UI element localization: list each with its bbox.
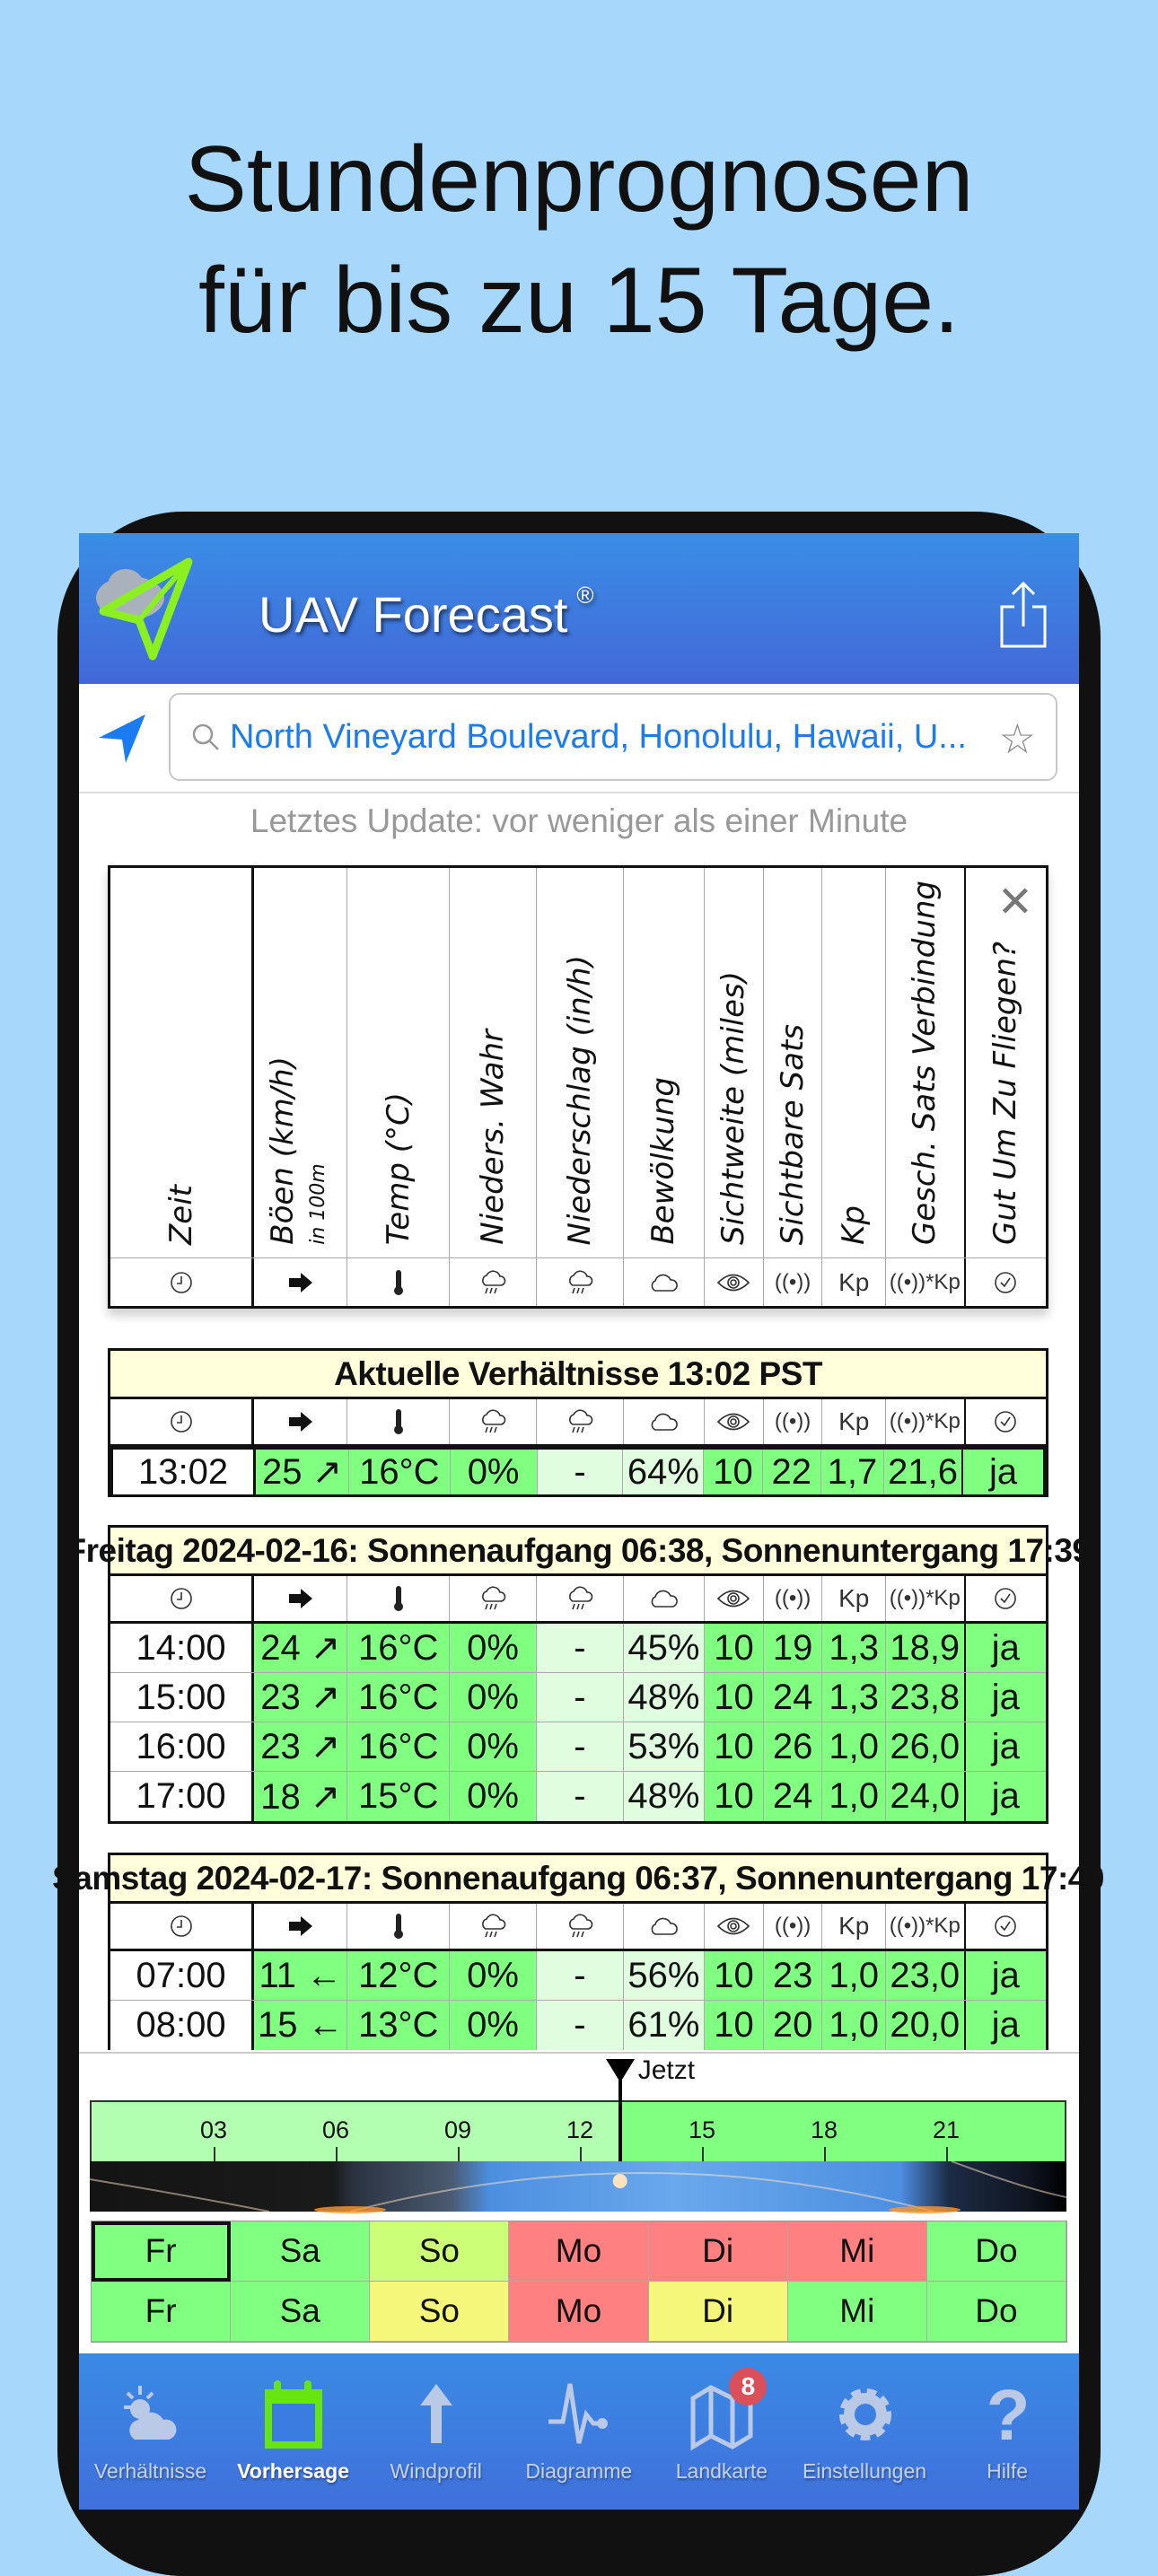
- cell-rain: -: [537, 1673, 623, 1722]
- cell-sats: 19: [764, 1624, 823, 1672]
- arrow-icon: [254, 1576, 347, 1621]
- rain-icon: [537, 1576, 623, 1621]
- table-row[interactable]: [110, 1447, 1046, 1497]
- cell-arrow: 11 ←: [254, 1951, 347, 2000]
- tab-calendar[interactable]: [222, 2353, 364, 2510]
- location-search-input[interactable]: [169, 693, 1057, 781]
- day-button-fr[interactable]: Fr: [92, 2282, 231, 2342]
- tab-label: Einstellungen: [802, 2459, 927, 2483]
- table-row[interactable]: [110, 1722, 1046, 1772]
- tick-mark: [580, 2147, 582, 2161]
- cell-satskp: 20,0: [886, 2001, 966, 2050]
- column-header-row: [110, 868, 1046, 1258]
- cell-sats: 22: [763, 1450, 821, 1494]
- hour-tick-label: 18: [810, 2116, 838, 2143]
- column-header-label: Kp: [836, 1205, 873, 1245]
- cell-kp: 1,0: [822, 1951, 886, 2000]
- close-icon[interactable]: ✕: [996, 877, 1033, 927]
- tab-label: Verhältnisse: [93, 2459, 207, 2483]
- cell-rain: 0%: [450, 1673, 537, 1722]
- column-header-label: Nieders. Wahr: [475, 1030, 512, 1245]
- day-button-mo[interactable]: Mo: [509, 2282, 648, 2342]
- day-button-mi[interactable]: Mi: [788, 2221, 927, 2282]
- cell-check: ja: [966, 1722, 1046, 1771]
- day-button-mo[interactable]: Mo: [509, 2221, 648, 2282]
- cell-cloud: 61%: [624, 2001, 705, 2050]
- cell-satskp: 21,6: [884, 1450, 963, 1494]
- day-button-do[interactable]: Do: [927, 2221, 1066, 2282]
- sats-icon: ((•)): [764, 1576, 823, 1621]
- eye-icon: [705, 1258, 764, 1306]
- cell-check: ja: [963, 1450, 1043, 1494]
- cell-sats: 26: [764, 1722, 823, 1771]
- hour-tick-label: 12: [566, 2116, 594, 2143]
- cell-eye: 10: [705, 1673, 764, 1722]
- thermometer-icon: [347, 1258, 449, 1306]
- cell-arrow: 25 ↗: [256, 1450, 349, 1494]
- cell-kp: 1,0: [822, 1722, 886, 1771]
- rain-icon: [450, 1258, 537, 1306]
- column-header-label: Niederschlag (in/h): [561, 954, 598, 1245]
- day-button-di[interactable]: Di: [649, 2221, 788, 2282]
- cell-thermometer: 16°C: [349, 1450, 451, 1494]
- sats-icon: ((•)): [764, 1258, 823, 1306]
- cell-rain: 0%: [451, 1450, 538, 1494]
- favorite-star-icon[interactable]: ☆: [998, 715, 1036, 762]
- check-icon: [966, 1904, 1046, 1949]
- day-button-mi[interactable]: Mi: [788, 2282, 927, 2342]
- tick-mark: [702, 2147, 704, 2161]
- day-forecast-table: [52, 1853, 1104, 2050]
- cell-arrow: 24 ↗: [254, 1624, 347, 1672]
- search-icon: [190, 722, 221, 752]
- cell-thermometer: 16°C: [347, 1624, 449, 1672]
- cell-rain: -: [537, 2001, 623, 2050]
- cell-thermometer: 16°C: [347, 1722, 449, 1771]
- day-selector-row: [92, 2282, 1066, 2342]
- cell-arrow: 23 ↗: [254, 1722, 347, 1771]
- cell-kp: 1,0: [822, 1772, 886, 1821]
- cell-eye: 10: [705, 2001, 764, 2050]
- cell-clock: 08:00: [110, 2001, 254, 2050]
- check-icon: [966, 1399, 1046, 1444]
- tick-mark: [946, 2147, 948, 2161]
- cell-rain: -: [538, 1450, 624, 1494]
- cell-rain: -: [537, 1772, 623, 1821]
- cell-eye: 10: [705, 1772, 764, 1821]
- check-icon: [966, 1258, 1046, 1306]
- past-hours: [92, 2102, 622, 2161]
- cell-check: ja: [966, 1673, 1046, 1722]
- app-header: [79, 533, 1079, 684]
- cell-kp: 1,7: [821, 1450, 884, 1494]
- cell-cloud: 56%: [624, 1951, 705, 2000]
- cell-cloud: 48%: [624, 1673, 705, 1722]
- cell-rain: -: [537, 1951, 623, 2000]
- day-button-so[interactable]: So: [370, 2221, 509, 2282]
- cell-check: ja: [966, 1951, 1046, 2000]
- column-header-label: Sichtbare Sats: [775, 1023, 811, 1245]
- column-header-sublabel: in 100m: [306, 1163, 329, 1245]
- satskp-icon: ((•))*Kp: [886, 1904, 966, 1949]
- svg-text:?: ?: [986, 2375, 1031, 2455]
- day-forecast-table: [66, 1525, 1091, 1824]
- cell-thermometer: 13°C: [347, 2001, 449, 2050]
- cell-sats: 23: [764, 1951, 823, 2000]
- cell-clock: 17:00: [110, 1772, 254, 1821]
- cell-eye: 10: [705, 1624, 764, 1672]
- tab-label: Windprofil: [390, 2459, 482, 2483]
- column-header: [537, 868, 623, 1257]
- tab-label: Hilfe: [987, 2459, 1029, 2483]
- share-icon[interactable]: [998, 580, 1048, 650]
- cell-rain: 0%: [450, 1722, 537, 1771]
- current-conditions-table: [108, 1348, 1048, 1497]
- cell-satskp: 18,9: [886, 1624, 966, 1672]
- cell-clock: 13:02: [113, 1450, 256, 1494]
- tab-gear[interactable]: [794, 2353, 936, 2510]
- cell-check: ja: [966, 2001, 1046, 2050]
- location-arrow-icon[interactable]: [95, 711, 149, 765]
- tick-mark: [458, 2147, 460, 2161]
- satskp-icon: ((•))*Kp: [886, 1576, 966, 1621]
- cell-sats: 20: [764, 2001, 823, 2050]
- cell-kp: 1,0: [822, 2001, 886, 2050]
- table-row[interactable]: [110, 1772, 1046, 1821]
- app-title: [259, 582, 594, 644]
- column-header: [764, 868, 823, 1257]
- column-header-label: Zeit: [162, 1185, 199, 1245]
- rain-icon: [450, 1399, 537, 1444]
- cell-sats: 24: [764, 1673, 823, 1722]
- column-header: [110, 868, 254, 1257]
- day-selector-row: [92, 2221, 1066, 2282]
- table-row[interactable]: [110, 1673, 1046, 1722]
- arrow-icon: [254, 1258, 347, 1306]
- cell-arrow: 18 ↗: [254, 1772, 347, 1821]
- day-button-so[interactable]: So: [370, 2282, 509, 2342]
- cell-cloud: 45%: [624, 1624, 705, 1672]
- cloud-icon: [624, 1904, 705, 1949]
- divider: [79, 792, 1079, 793]
- column-header: [705, 868, 764, 1257]
- clock-icon: [110, 1399, 254, 1444]
- cell-kp: 1,3: [822, 1673, 886, 1722]
- tab-label: Diagramme: [525, 2459, 633, 2483]
- cell-cloud: 64%: [623, 1450, 704, 1494]
- day-title: Samstag 2024-02-17: Sonnenaufgang 06:37, Sonnenuntergang 17:40: [110, 1855, 1046, 1904]
- column-header: [347, 868, 449, 1257]
- column-icon-row: [110, 1904, 1046, 1951]
- notification-badge: 8: [729, 2368, 767, 2405]
- divider: [79, 2052, 1079, 2054]
- sats-icon: ((•)): [764, 1904, 823, 1949]
- registered-mark: ®: [576, 582, 594, 609]
- rain-icon: [450, 1904, 537, 1949]
- hour-tick-label: 06: [321, 2116, 350, 2143]
- cell-clock: 16:00: [110, 1722, 254, 1771]
- thermometer-icon: [347, 1399, 449, 1444]
- cell-check: ja: [966, 1624, 1046, 1672]
- search-value: North Vineyard Boulevard, Honolulu, Hawaii, U...: [230, 718, 967, 756]
- cell-rain: 0%: [450, 1951, 537, 2000]
- tab-label: Landkarte: [675, 2459, 768, 2483]
- cloud-icon: [624, 1258, 705, 1306]
- clock-icon: [110, 1258, 254, 1306]
- headline-line-1: Stundenprognosen: [184, 127, 974, 232]
- cell-check: ja: [966, 1772, 1046, 1821]
- sats-icon: ((•)): [764, 1399, 823, 1444]
- column-header-label: Sichtweite (miles): [715, 970, 752, 1245]
- table-row[interactable]: [110, 2001, 1046, 2050]
- column-header: [254, 868, 347, 1257]
- cell-clock: 14:00: [110, 1624, 254, 1672]
- day-selector: [91, 2221, 1067, 2343]
- sun-path-icon: [90, 2161, 1066, 2212]
- cell-satskp: 23,0: [886, 1951, 966, 2000]
- clock-icon: [110, 1904, 254, 1949]
- tick-mark: [824, 2147, 826, 2161]
- now-label: Jetzt: [637, 2055, 696, 2085]
- column-header: [886, 868, 966, 1257]
- now-triangle-icon: [606, 2059, 635, 2082]
- cell-arrow: 23 ↗: [254, 1673, 347, 1722]
- cell-cloud: 53%: [624, 1722, 705, 1771]
- eye-icon: [705, 1904, 764, 1949]
- column-header-label: Böen (km/h) in 100m: [264, 1056, 329, 1245]
- last-update-text: Letztes Update: vor weniger als einer Minute: [250, 802, 908, 839]
- table-row[interactable]: [110, 1624, 1046, 1673]
- cell-kp: 1,3: [822, 1624, 886, 1672]
- kp-icon: Kp: [822, 1399, 886, 1444]
- hour-tick-label: 15: [688, 2116, 716, 2143]
- app-screen: [52, 533, 1104, 2510]
- column-header: [450, 868, 537, 1257]
- hour-tick-label: 09: [443, 2116, 472, 2143]
- column-header-label: Temp (°C): [380, 1091, 417, 1245]
- hour-bar[interactable]: [90, 2100, 1066, 2161]
- day-title: Freitag 2024-02-16: Sonnenaufgang 06:38, Sonnenuntergang 17:39: [110, 1528, 1046, 1576]
- day-button-do[interactable]: Do: [927, 2282, 1066, 2342]
- column-header-label: Gut Um Zu Fliegen?: [987, 942, 1024, 1245]
- cloud-icon: [624, 1399, 705, 1444]
- day-button-sa[interactable]: Sa: [231, 2282, 370, 2342]
- tick-mark: [336, 2147, 338, 2161]
- kp-icon: Kp: [822, 1904, 886, 1949]
- rain-icon: [537, 1904, 623, 1949]
- satskp-icon: ((•))*Kp: [886, 1258, 966, 1306]
- tab-label: Vorhersage: [237, 2459, 350, 2483]
- cell-arrow: 15 ←: [254, 2001, 347, 2050]
- cell-sats: 24: [764, 1772, 823, 1821]
- tab-pulse[interactable]: [507, 2353, 650, 2510]
- app-logo-icon: [90, 553, 206, 670]
- cell-satskp: 24,0: [886, 1772, 966, 1821]
- column-icon-row: [110, 1258, 1046, 1306]
- cell-rain: 0%: [450, 2001, 537, 2050]
- thermometer-icon: [347, 1904, 449, 1949]
- cell-eye: 10: [705, 1951, 764, 2000]
- tab-help[interactable]: [936, 2353, 1079, 2510]
- cell-thermometer: 12°C: [347, 1951, 449, 2000]
- clock-icon: [110, 1576, 254, 1621]
- headline-line-2: für bis zu 15 Tage.: [198, 249, 960, 353]
- cell-rain: -: [537, 1624, 623, 1672]
- cell-cloud: 48%: [624, 1772, 705, 1821]
- cell-rain: -: [537, 1722, 623, 1771]
- day-button-sa[interactable]: Sa: [231, 2221, 370, 2282]
- column-header-table: [108, 865, 1048, 1309]
- tab-weather[interactable]: [79, 2353, 222, 2510]
- cell-rain: 0%: [450, 1624, 537, 1672]
- tick-mark: [214, 2147, 215, 2161]
- thermometer-icon: [347, 1576, 449, 1621]
- rain-icon: [537, 1399, 623, 1444]
- cell-eye: 10: [705, 1722, 764, 1771]
- rain-icon: [537, 1258, 623, 1306]
- arrow-icon: [254, 1904, 347, 1949]
- kp-icon: Kp: [822, 1576, 886, 1621]
- day-button-fr[interactable]: Fr: [92, 2221, 231, 2282]
- cell-satskp: 26,0: [886, 1722, 966, 1771]
- cell-eye: 10: [704, 1450, 762, 1494]
- hour-tick-label: 21: [932, 2116, 961, 2143]
- column-header-label: Gesch. Sats Verbindung: [907, 880, 943, 1245]
- cell-clock: 15:00: [110, 1673, 254, 1722]
- eye-icon: [705, 1576, 764, 1621]
- cell-satskp: 23,8: [886, 1673, 966, 1722]
- cell-clock: 07:00: [110, 1951, 254, 2000]
- column-header: [624, 868, 705, 1257]
- app-title-text: UAV Forecast: [259, 586, 568, 643]
- satskp-icon: ((•))*Kp: [886, 1399, 966, 1444]
- cell-thermometer: 16°C: [347, 1673, 449, 1722]
- cell-thermometer: 15°C: [347, 1772, 449, 1821]
- tab-arrow-up[interactable]: [364, 2353, 507, 2510]
- hour-tick-label: 03: [199, 2116, 228, 2143]
- rain-icon: [450, 1576, 537, 1621]
- check-icon: [966, 1576, 1046, 1621]
- eye-icon: [705, 1399, 764, 1444]
- column-header: [822, 868, 886, 1257]
- column-icon-row: [110, 1576, 1046, 1624]
- column-header-label: Bewölkung: [645, 1077, 682, 1245]
- arrow-icon: [254, 1399, 347, 1444]
- cloud-icon: [624, 1576, 705, 1621]
- bottom-tab-bar: [79, 2353, 1079, 2510]
- cell-rain: 0%: [450, 1772, 537, 1821]
- table-row[interactable]: [110, 1951, 1046, 2001]
- daylight-band: [90, 2161, 1066, 2212]
- tab-map[interactable]: [650, 2353, 793, 2510]
- column-icon-row: [110, 1399, 1046, 1447]
- kp-icon: Kp: [822, 1258, 886, 1306]
- current-conditions-title: Aktuelle Verhältnisse 13:02 PST: [110, 1351, 1046, 1399]
- day-button-di[interactable]: Di: [649, 2282, 788, 2342]
